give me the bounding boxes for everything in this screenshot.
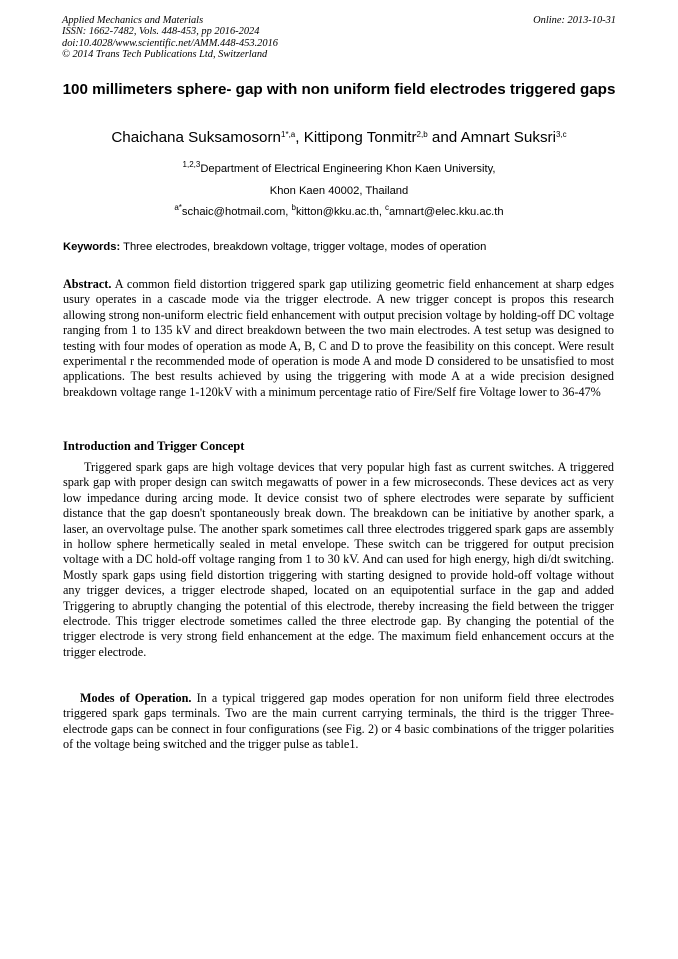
affiliation-line-2: Khon Kaen 40002, Thailand <box>269 185 409 197</box>
issn-line: ISSN: 1662-7482, Vols. 448-453, pp 2016-2024 <box>62 26 260 38</box>
author-separator: , <box>295 129 304 146</box>
author-affiliation-mark: 2,b <box>416 129 428 139</box>
abstract-text: A common field distortion triggered spark gap utilizing geometric field enhancement at sharp edges usury operates in a cascade mode via the trigger electrode. A new trigger concept is propos this research allowing strong non-uniform electric field enhancement with output precision voltage by holding-off DC voltage ranging from 1 to 135 kV and direct breakdown between the two main electrodes. A test setup was designed to testing with four modes of operation as mode A, B, C and D to prove the feasibility on this concept. Were result experimental r the recommended mode of operation is mode A and mode D considered to be unsatisfied to most applications. The best results achieved by using the triggering with mode A at a wide precision designed breakdown voltage range 1-120kV with a minimum percentage ratio of Fire/Self fire Voltage lower to 36-47% <box>63 277 614 399</box>
doi-line: doi:10.4028/www.scientific.net/AMM.448-453.2016 <box>62 37 278 49</box>
journal-name: Applied Mechanics and Materials <box>62 15 204 26</box>
author-affiliation-mark: 3,c <box>556 129 567 139</box>
author-name: Chaichana Suksamosorn <box>111 129 282 146</box>
journal-header <box>62 15 616 60</box>
email-line <box>60 202 618 219</box>
keywords-text: Three electrodes, breakdown voltage, trigger voltage, modes of operation <box>120 241 487 253</box>
affiliation-text: Department of Electrical Engineering Khon Kaen University, <box>200 163 496 175</box>
author-separator: and <box>427 129 461 146</box>
intro-paragraph: Triggered spark gaps are high voltage devices that very popular high fast as current switches. A triggered spark gap with proper design can switch megawatts of power in a few microseconds. These devices act as very low impedance during arcing mode. It device consist two of sphere electrodes were separate by sufficient distance that the gap doesn't spontaneously break down. The breakdown can be initiative by another spark, a laser, an overvoltage pulse. The another spark sometimes call three electrodes triggered spark gaps are assembly in hollow sphere hermetically sealed in metal envelope. These switch can be triggered for output precision voltage with a DC hold-off voltage ranging from 1 to 30 kV. And can used for high energy, high di/dt switching. Mostly spark gaps using field distortion triggering with starting designed to provide hold-off voltage without any trigger devices, a trigger electrode shaped, located on an equipotential surface in the gap and added Triggering to abruptly changing the potential of this electrode, thereby increasing the field between the trigger electrode. This trigger electrode sometimes called the three electrode gap. By changing the potential of the trigger electrode is very strong field enhancement at the edge. The maximum field enhancement occurs at the trigger electrode. <box>63 460 614 659</box>
online-date: Online: 2013-10-31 <box>533 15 616 26</box>
keywords <box>63 240 618 254</box>
keywords-label: Keywords: <box>63 241 121 253</box>
modes-label: Modes of Operation. <box>80 691 192 705</box>
email-address: schaic@hotmail.com, <box>181 206 292 218</box>
author-name: Kittipong Tonmitr <box>303 129 417 146</box>
copyright-line: © 2014 Trans Tech Publications Ltd, Switzerland <box>62 48 268 60</box>
abstract-paragraph <box>63 277 614 400</box>
email-address: kitton@kku.ac.th, <box>295 206 386 218</box>
modes-paragraph <box>63 691 614 753</box>
affiliation-mark: 1,2,3 <box>182 159 201 169</box>
section-heading-intro: Introduction and Trigger Concept <box>63 439 245 453</box>
paper-title: 100 millimeters sphere- gap with non uniform field electrodes triggered gaps <box>62 81 616 98</box>
modes-text: In a typical triggered gap modes operation for non uniform field three electrodes triggered spark gaps terminals. Two are the main current carrying terminals, the third is the trigger Three-electrode gaps can be connect in four configurations (see Fig. 2) or 4 basic combinations of the trigger polarities of the voltage being switched and the trigger pulse as table1. <box>63 691 614 752</box>
author-affiliation-mark: 1*,a <box>281 129 296 139</box>
affiliation-line-1 <box>60 159 618 176</box>
email-mark: b <box>291 202 296 212</box>
email-mark: a* <box>174 202 182 212</box>
abstract-label: Abstract. <box>63 277 112 291</box>
author-name: Amnart Suksri <box>460 129 556 146</box>
email-mark: c <box>385 202 390 212</box>
author-list <box>40 128 638 148</box>
email-address: amnart@elec.kku.ac.th <box>389 206 504 218</box>
